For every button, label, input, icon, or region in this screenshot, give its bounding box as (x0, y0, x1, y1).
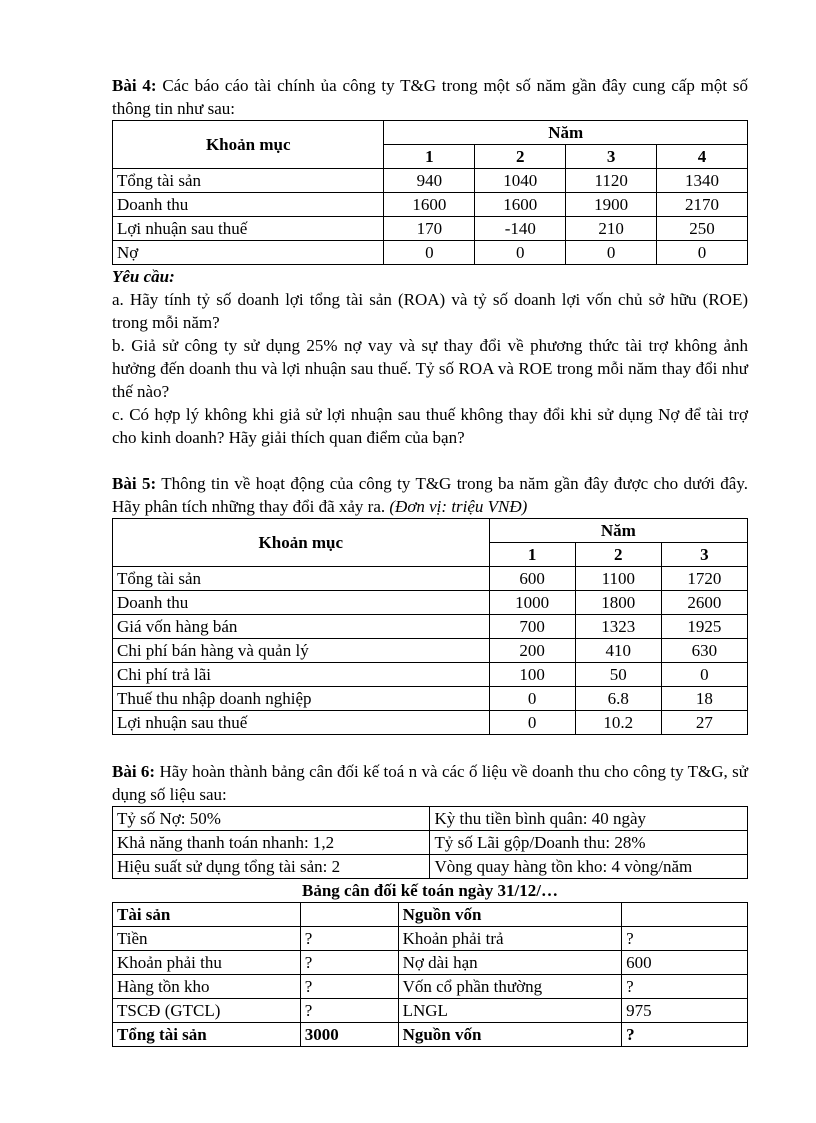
bai4-year: 1 (384, 145, 475, 169)
sources-header: Nguồn vốn (398, 903, 622, 927)
bai6-intro: Bài 6: Hãy hoàn thành bảng cân đối kế toá n và các ố liệu về doanh thu cho công ty T&G, sử dụng số liệu sau: (112, 762, 748, 804)
table-row: Khả năng thanh toán nhanh: 1,2 Tỷ số Lãi gộp/Doanh thu: 28% (113, 831, 748, 855)
table-row: Nợ 0 0 0 0 (113, 241, 748, 265)
table-row: Khoản phải thu ? Nợ dài hạn 600 (113, 951, 748, 975)
bai4-table (112, 120, 748, 265)
bai4-req-a: a. Hãy tính tỷ số doanh lợi tổng tài sản (ROA) và tỷ số doanh lợi vốn chủ sở hữu (ROE) trong mỗi năm? (112, 290, 748, 332)
balance-sheet-title: Bảng cân đối kế toán ngày 31/12/… (302, 881, 558, 900)
bai5-year: 1 (489, 543, 575, 567)
table-row: Tiền ? Khoản phải trả ? (113, 927, 748, 951)
document-page (112, 74, 748, 1047)
table-row (113, 903, 748, 927)
table-row: Doanh thu 1000 1800 2600 (113, 591, 748, 615)
assets-header: Tài sản (113, 903, 301, 927)
table-row: Lợi nhuận sau thuế 170 -140 210 250 (113, 217, 748, 241)
bai6-label: Bài 6: (112, 762, 156, 781)
table-row: Chi phí trả lãi 100 50 0 (113, 663, 748, 687)
bai5-year: 3 (661, 543, 747, 567)
table-row: Hàng tồn kho ? Vốn cổ phần thường ? (113, 975, 748, 999)
bai4-label: Bài 4: (112, 76, 157, 95)
bai4-requirement-label: Yêu cầu: (112, 267, 175, 286)
bai5-label: Bài 5: (112, 474, 157, 493)
table-row: Tỷ số Nợ: 50% Kỳ thu tiền bình quân: 40 ngày (113, 807, 748, 831)
bai5-col-year: Năm (489, 519, 747, 543)
table-row: Tổng tài sản 600 1100 1720 (113, 567, 748, 591)
bai4-col-year: Năm (384, 121, 748, 145)
table-row: Hiệu suất sử dụng tổng tài sản: 2 Vòng quay hàng tồn kho: 4 vòng/năm (113, 855, 748, 879)
bai5-unit: (Đơn vị: triệu VNĐ) (389, 497, 528, 516)
bai4-col-item: Khoản mục (113, 121, 384, 169)
table-row: Lợi nhuận sau thuế 0 10.2 27 (113, 711, 748, 735)
bai4-req-c: c. Có hợp lý không khi giả sử lợi nhuận sau thuế không thay đổi khi sử dụng Nợ để tài trợ cho kinh doanh? Hãy giải thích quan điểm của bạn? (112, 405, 748, 447)
bai5-intro: Bài 5: Thông tin về hoạt động của công ty T&G trong ba năm gần đây được cho dưới đây. Hãy phân tích những thay đổi đã xảy ra. (Đơn vị: triệu VNĐ) (112, 474, 748, 516)
bai5-col-item: Khoản mục (113, 519, 490, 567)
table-row: Giá vốn hàng bán 700 1323 1925 (113, 615, 748, 639)
bai5-year: 2 (575, 543, 661, 567)
table-row: Tổng tài sản 940 1040 1120 1340 (113, 169, 748, 193)
table-row: Chi phí bán hàng và quản lý 200 410 630 (113, 639, 748, 663)
bai4-year: 2 (475, 145, 566, 169)
bai4-req-b: b. Giả sử công ty sử dụng 25% nợ vay và sự thay đổi về phương thức tài trợ không ảnh hưởng đến doanh thu và lợi nhuận sau thuế. Tỷ số ROA và ROE trong mỗi năm thay đổi như thế nào? (112, 336, 748, 401)
table-row: Thuế thu nhập doanh nghiệp 0 6.8 18 (113, 687, 748, 711)
bai4-year: 3 (566, 145, 657, 169)
bai6-ratios-table (112, 806, 748, 879)
bai4-year: 4 (657, 145, 748, 169)
bai4-intro: Bài 4: Các báo cáo tài chính ủa công ty T&G trong một số năm gần đây cung cấp một số thông tin như sau: (112, 76, 748, 118)
table-row: TSCĐ (GTCL) ? LNGL 975 (113, 999, 748, 1023)
table-row-total: Tổng tài sản 3000 Nguồn vốn ? (113, 1023, 748, 1047)
table-row: Doanh thu 1600 1600 1900 2170 (113, 193, 748, 217)
bai5-table (112, 518, 748, 735)
balance-sheet-table (112, 902, 748, 1047)
